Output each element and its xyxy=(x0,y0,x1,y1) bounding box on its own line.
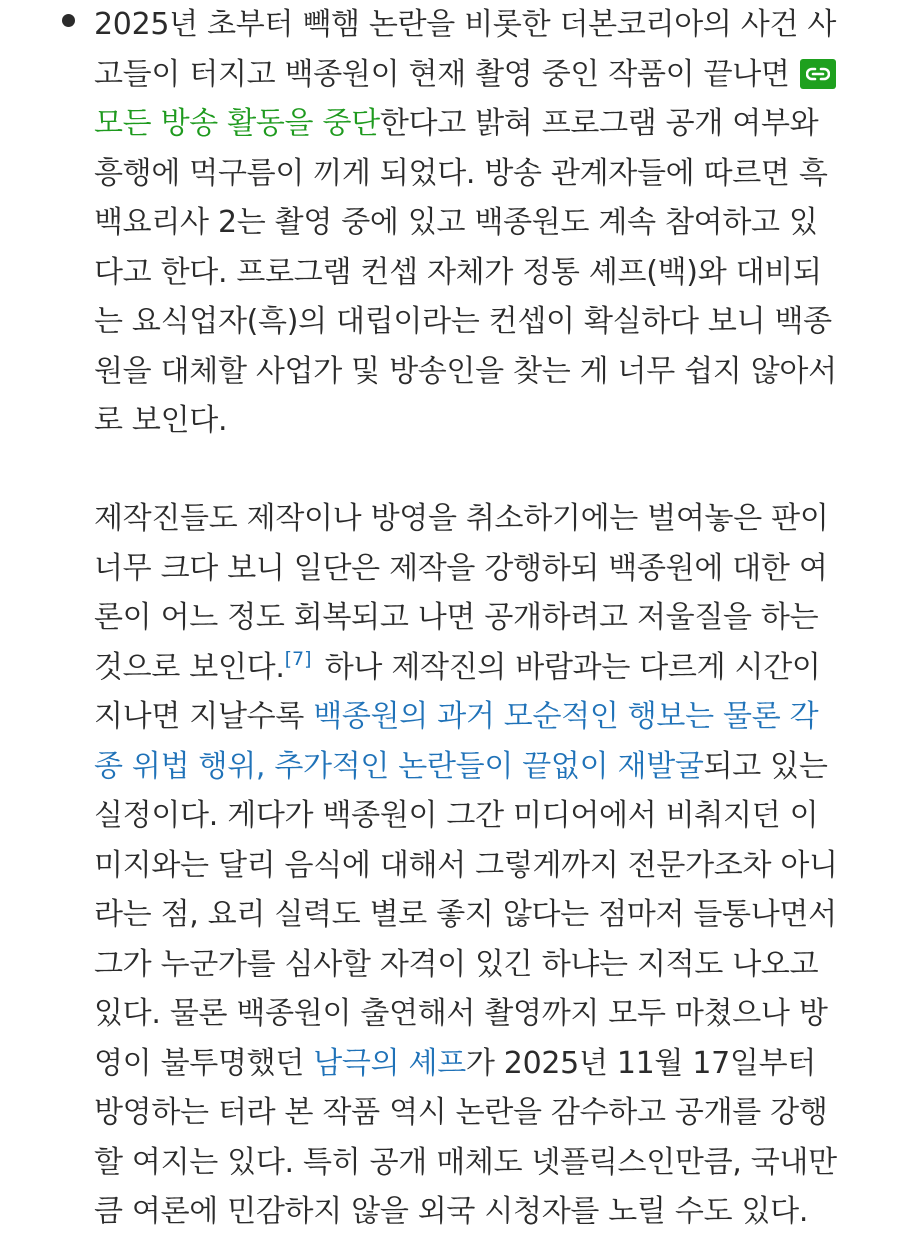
text-span: 영이 불투명했던 xyxy=(94,1045,314,1081)
text-line: 로 보인다. xyxy=(94,403,228,438)
external-link-icon[interactable] xyxy=(800,59,836,89)
text-span: 하나 제작진의 바람과는 다르게 시간이 xyxy=(324,649,821,685)
text-line: 방영하는 터라 본 작품 역시 논란을 감수하고 공개를 강행 xyxy=(94,1095,828,1130)
paragraph-1 xyxy=(94,0,874,446)
text-line xyxy=(94,643,874,693)
text-line xyxy=(94,1039,874,1089)
text-span: 한다고 밝혀 프로그램 공개 여부와 xyxy=(379,106,819,141)
text-line xyxy=(94,742,874,792)
text-line: 흥행에 먹구름이 끼게 되었다. 방송 관계자들에 따르면 흑 xyxy=(94,155,828,191)
text-line: 원을 대체할 사업가 및 방송인을 찾는 게 너무 쉽지 않아서 xyxy=(94,353,837,389)
text-line: 2025년 초부터 빽햄 논란을 비롯한 더본코리아의 사건 사 xyxy=(94,7,837,42)
text-span: 고들이 터지고 백종원이 현재 촬영 중인 작품이 끝나면 xyxy=(94,56,790,92)
text-line: 론이 어느 정도 회복되고 나면 공개하려고 저울질을 하는 xyxy=(94,600,819,635)
text-span: 되고 있는 xyxy=(703,748,828,784)
text-line: 할 여지는 있다. 특히 공개 매체도 넷플릭스인만큼, 국내만 xyxy=(94,1144,837,1180)
text-line: 제작진들도 제작이나 방영을 취소하기에는 벌여놓은 판이 xyxy=(94,501,829,536)
text-line: 있다. 물론 백종원이 출연해서 촬영까지 모두 마쳤으나 방 xyxy=(94,996,828,1031)
text-line: 큼 여론에 민감하지 않을 외국 시청자를 노릴 수도 있다. xyxy=(94,1194,809,1229)
text-line xyxy=(94,50,874,100)
footnote-ref-7[interactable]: [7] xyxy=(284,647,312,670)
list-bullet xyxy=(62,14,75,27)
text-line: 실정이다. 게다가 백종원이 그간 미디어에서 비춰지던 이 xyxy=(94,798,819,833)
text-line: 다고 한다. 프로그램 컨셉 자체가 정통 셰프(백)와 대비되 xyxy=(94,254,822,290)
text-span: 것으로 보인다. xyxy=(94,649,285,685)
text-line: 미지와는 달리 음식에 대해서 그렇게까지 전문가조차 아니 xyxy=(94,847,838,883)
text-line: 너무 크다 보니 일단은 제작을 강행하되 백종원에 대한 여 xyxy=(94,550,828,586)
paragraph-2 xyxy=(94,494,874,1237)
text-line: 그가 누군가를 심사할 자격이 있긴 하냐는 지적도 나오고 xyxy=(94,946,819,982)
text-line: 라는 점, 요리 실력도 별로 좋지 않다는 점마저 들통나면서 xyxy=(94,897,837,932)
text-line: 는 요식업자(흑)의 대립이라는 컨셉이 확실하다 보니 백종 xyxy=(94,304,832,339)
internal-link-controversies[interactable]: 백종원의 과거 모순적인 행보는 물론 각 xyxy=(313,699,819,734)
text-line xyxy=(94,692,874,742)
external-link-broadcast-halt[interactable]: 모든 방송 활동을 중단 xyxy=(94,106,380,141)
internal-link-antarctic-chef[interactable]: 남극의 셰프 xyxy=(313,1045,466,1081)
text-line: 백요리사 2는 촬영 중에 있고 백종원도 계속 참여하고 있 xyxy=(94,205,818,240)
text-span: 지나면 지날수록 xyxy=(94,699,314,734)
internal-link-controversies-cont[interactable]: 종 위법 행위, 추가적인 논란들이 끝없이 재발굴 xyxy=(94,748,704,784)
text-line xyxy=(94,99,874,149)
text-span: 가 2025년 11월 17일부터 xyxy=(465,1045,816,1081)
